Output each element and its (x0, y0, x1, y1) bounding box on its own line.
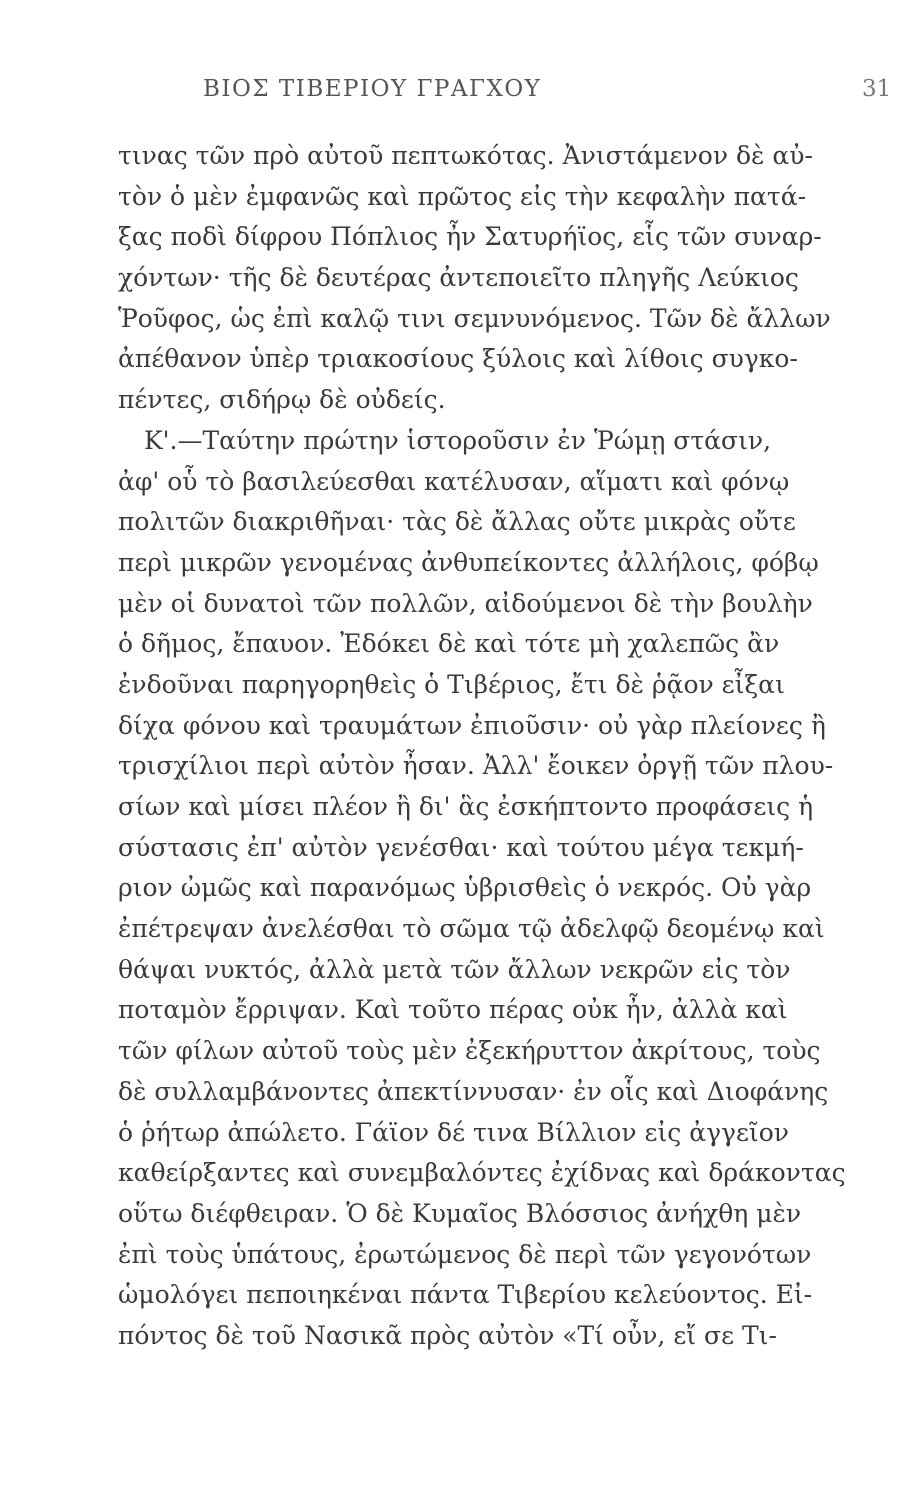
text-line: πόντος δὲ τοῦ Νασικᾶ πρὸς αὐτὸν «Τί οὖν, εἴ σε Τι- (118, 1320, 777, 1350)
text-line: ξας ποδὶ δίφρου Πόπλιος ἦν Σατυρήϊος, εἷς τῶν συναρ- (118, 222, 822, 252)
text-line: τῶν φίλων αὐτοῦ τοὺς μὲν ἐξεκήρυττον ἀκρίτους, τοὺς (118, 1036, 821, 1066)
text-line: ἐπὶ τοὺς ὑπάτους, ἐρωτώμενος δὲ περὶ τῶν γεγονότων (118, 1239, 812, 1269)
text-line: τρισχίλιοι περὶ αὐτὸν ἦσαν. Ἀλλ' ἔοικεν ὀργῇ τῶν πλου- (118, 751, 834, 781)
text-line: ριον ὠμῶς καὶ παρανόμως ὑβρισθεὶς ὁ νεκρός. Οὐ γὰρ (118, 873, 812, 903)
page-number: 31 (862, 76, 892, 102)
text-line: πολιτῶν διακριθῆναι· τὰς δὲ ἄλλας οὔτε μικρὰς οὔτε (118, 507, 796, 537)
text-line: ἀφ' οὗ τὸ βασιλεύεσθαι κατέλυσαν, αἵματι καὶ φόνῳ (118, 466, 790, 496)
text-line: δίχα φόνου καὶ τραυμάτων ἐπιοῦσιν· οὐ γὰρ πλείονες ἢ (118, 710, 826, 740)
text-line: τὸν ὁ μὲν ἐμφανῶς καὶ πρῶτος εἰς τὴν κεφαλὴν πατά- (118, 181, 807, 211)
text-line: ἐπέτρεψαν ἀνελέσθαι τὸ σῶμα τῷ ἀδελφῷ δεομένῳ καὶ (118, 914, 825, 944)
text-line: ποταμὸν ἔρριψαν. Καὶ τοῦτο πέρας οὐκ ἦν, ἀλλὰ καὶ (118, 995, 788, 1025)
text-line: πέντες, σιδήρῳ δὲ οὐδείς. (118, 385, 446, 415)
text-line: περὶ μικρῶν γενομένας ἀνθυπείκοντες ἀλλήλοις, φόβῳ (118, 547, 819, 577)
text-line: καθείρξαντες καὶ συνεμβαλόντες ἐχίδνας καὶ δράκοντας (118, 1158, 846, 1188)
text-line: δὲ συλλαμβάνοντες ἀπεκτίννυσαν· ἐν οἷς καὶ Διοφάνης (118, 1076, 829, 1106)
text-line: σίων καὶ μίσει πλέον ἢ δι' ἃς ἐσκήπτοντο προφάσεις ἡ (118, 792, 814, 821)
section-heading-line: Κ'.—Ταύτην πρώτην ἱστοροῦσιν ἐν Ῥώμῃ στάσιν, (144, 425, 772, 455)
text-line: ἀπέθανον ὑπὲρ τριακοσίους ξύλοις καὶ λίθοις συγκο- (118, 344, 798, 374)
text-line: θάψαι νυκτός, ἀλλὰ μετὰ τῶν ἄλλων νεκρῶν εἰς τὸν (118, 954, 791, 984)
text-line: τινας τῶν πρὸ αὐτοῦ πεπτωκότας. Ἀνιστάμενον δὲ αὐ- (118, 141, 813, 170)
text-line: ἐνδοῦναι παρηγορηθεὶς ὁ Τιβέριος, ἔτι δὲ ῥᾷον εἶξαι (118, 669, 785, 699)
text-line: σύστασις ἐπ' αὐτὸν γενέσθαι· καὶ τούτου μέγα τεκμή- (118, 832, 804, 862)
running-head (0, 76, 920, 116)
text-line: ὁ δῆμος, ἔπαυον. Ἐδόκει δὲ καὶ τότε μὴ χαλεπῶς ἂν (118, 629, 780, 659)
text-line: χόντων· τῆς δὲ δευτέρας ἀντεποιεῖτο πληγῆς Λεύκιος (118, 263, 799, 293)
body-text (118, 136, 846, 1357)
text-line: ὁ ῥήτωρ ἀπώλετο. Γάϊον δέ τινα Βίλλιον εἰς ἀγγεῖον (118, 1117, 789, 1147)
text-line: Ῥοῦφος, ὡς ἐπὶ καλῷ τινι σεμνυνόμενος. Τῶν δὲ ἄλλων (118, 303, 831, 333)
text-line: οὕτω διέφθειραν. Ὁ δὲ Κυμαῖος Βλόσσιος ἀνήχθη μὲν (118, 1198, 802, 1228)
text-line: μὲν οἱ δυνατοὶ τῶν πολλῶν, αἰδούμενοι δὲ τὴν βουλὴν (118, 588, 813, 618)
text-line: ὡμολόγει πεποιηκέναι πάντα Τιβερίου κελεύοντος. Εἰ- (118, 1280, 813, 1310)
running-title: ΒΙΟΣ ΤΙΒΕΡΙΟΥ ΓΡΑΓΧΟΥ (203, 76, 542, 102)
